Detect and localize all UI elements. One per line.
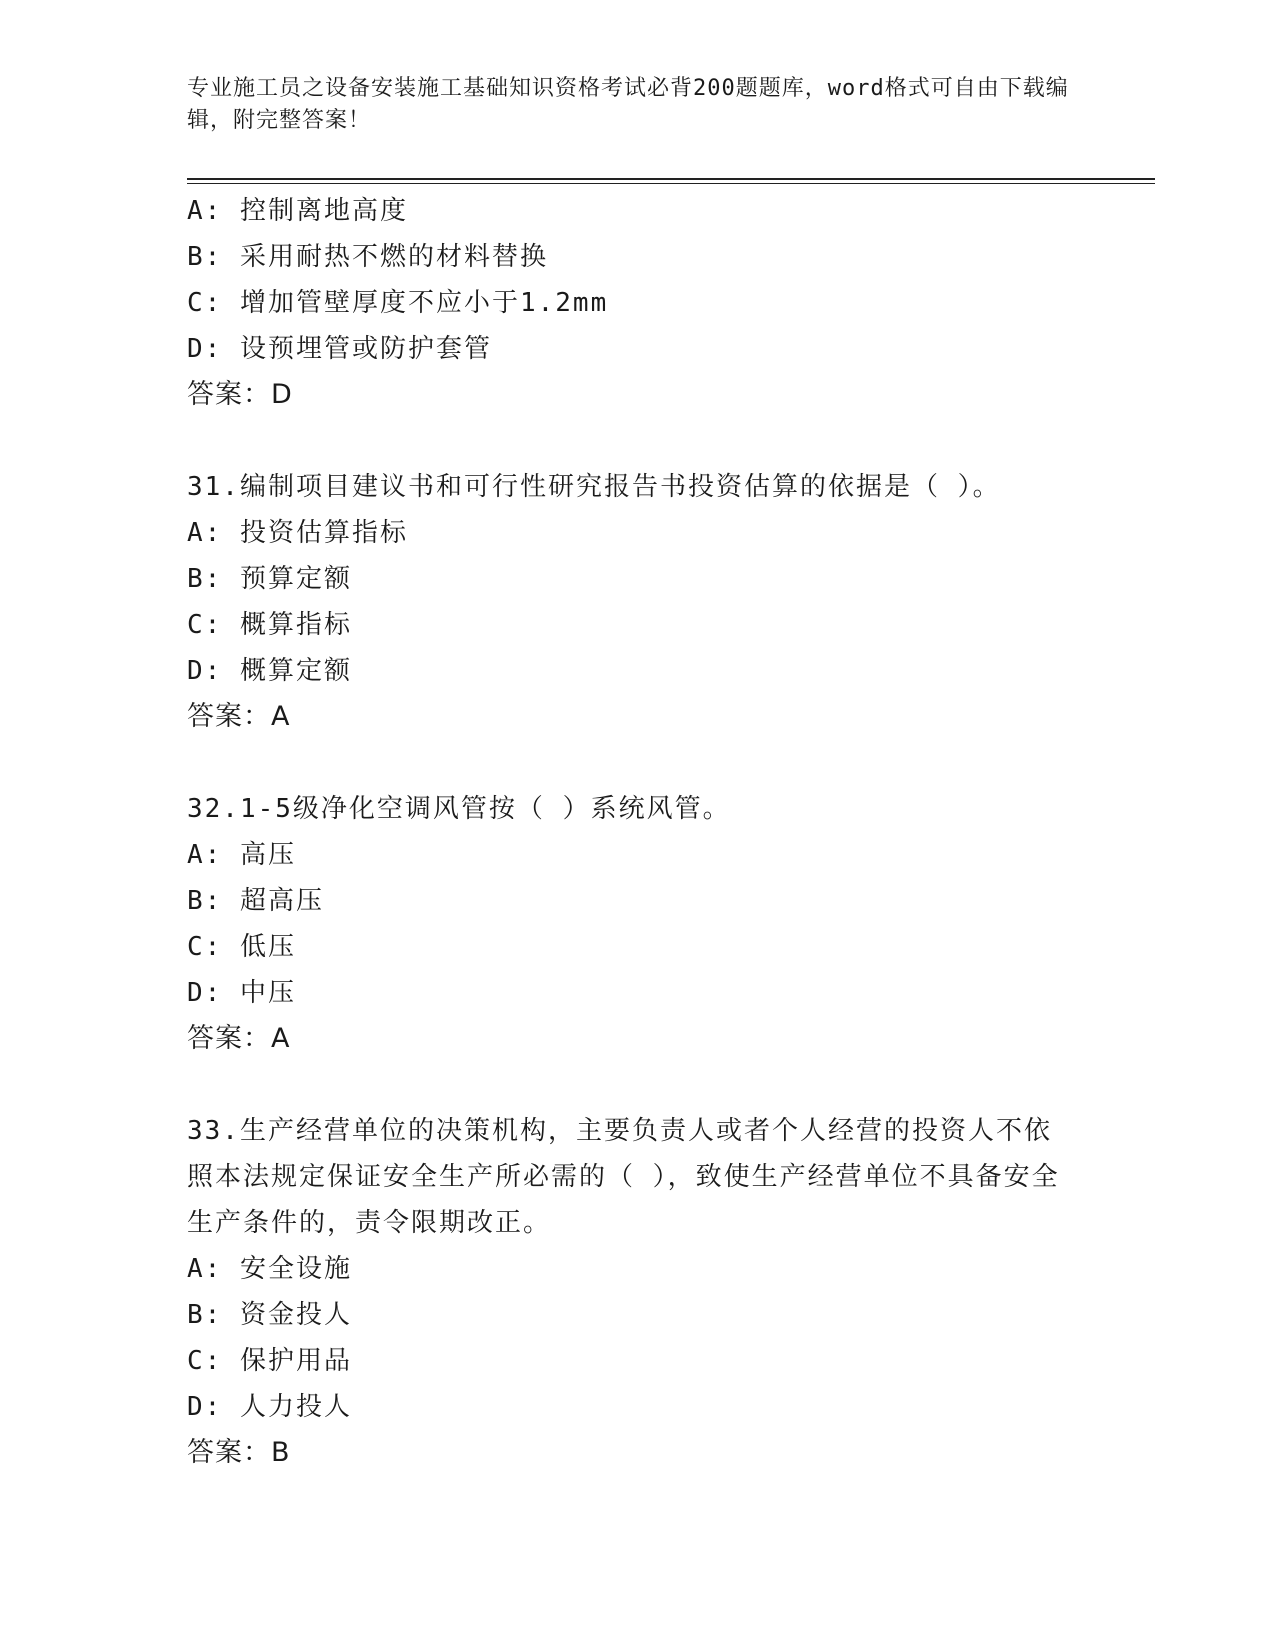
question-31 [187, 464, 1087, 740]
option-d: D: 概算定额 [187, 656, 352, 686]
answer: 答案：D [187, 379, 293, 410]
answer: 答案：A [187, 1023, 291, 1054]
option-d: D: 设预埋管或防护套管 [187, 334, 492, 364]
question-stem: 33.生产经营单位的决策机构，主要负责人或者个人经营的投资人不依照本法规定保证安全生产所必需的（ ），致使生产经营单位不具备安全生产条件的，责令限期改正。 [187, 1116, 1060, 1238]
question-32 [187, 786, 1087, 1062]
question-stem: 31.编制项目建议书和可行性研究报告书投资估算的依据是（ ）。 [187, 472, 1001, 502]
option-a: A: 控制离地高度 [187, 196, 408, 226]
option-a: A: 安全设施 [187, 1254, 352, 1284]
option-b: B: 超高压 [187, 886, 324, 916]
option-b: B: 预算定额 [187, 564, 352, 594]
question-list [187, 188, 1087, 1476]
option-b: B: 采用耐热不燃的材料替换 [187, 242, 548, 272]
document-header: 专业施工员之设备安装施工基础知识资格考试必背200题题库，word格式可自由下载编辑，附完整答案！ [187, 76, 1069, 133]
option-c: C: 增加管壁厚度不应小于1.2mm [187, 288, 609, 318]
answer: 答案：A [187, 701, 291, 732]
option-a: A: 高压 [187, 840, 296, 870]
option-a: A: 投资估算指标 [187, 518, 408, 548]
header-divider-thin [187, 183, 1155, 184]
option-d: D: 人力投人 [187, 1392, 352, 1422]
answer: 答案：B [187, 1437, 291, 1468]
header-divider-thick [187, 178, 1155, 180]
option-d: D: 中压 [187, 978, 296, 1008]
option-c: C: 低压 [187, 932, 296, 962]
question-30-continued [187, 188, 1087, 418]
option-c: C: 保护用品 [187, 1346, 352, 1376]
question-stem: 32.1-5级净化空调风管按（ ）系统风管。 [187, 794, 731, 824]
question-33 [187, 1108, 1087, 1476]
option-c: C: 概算指标 [187, 610, 352, 640]
option-b: B: 资金投人 [187, 1300, 352, 1330]
